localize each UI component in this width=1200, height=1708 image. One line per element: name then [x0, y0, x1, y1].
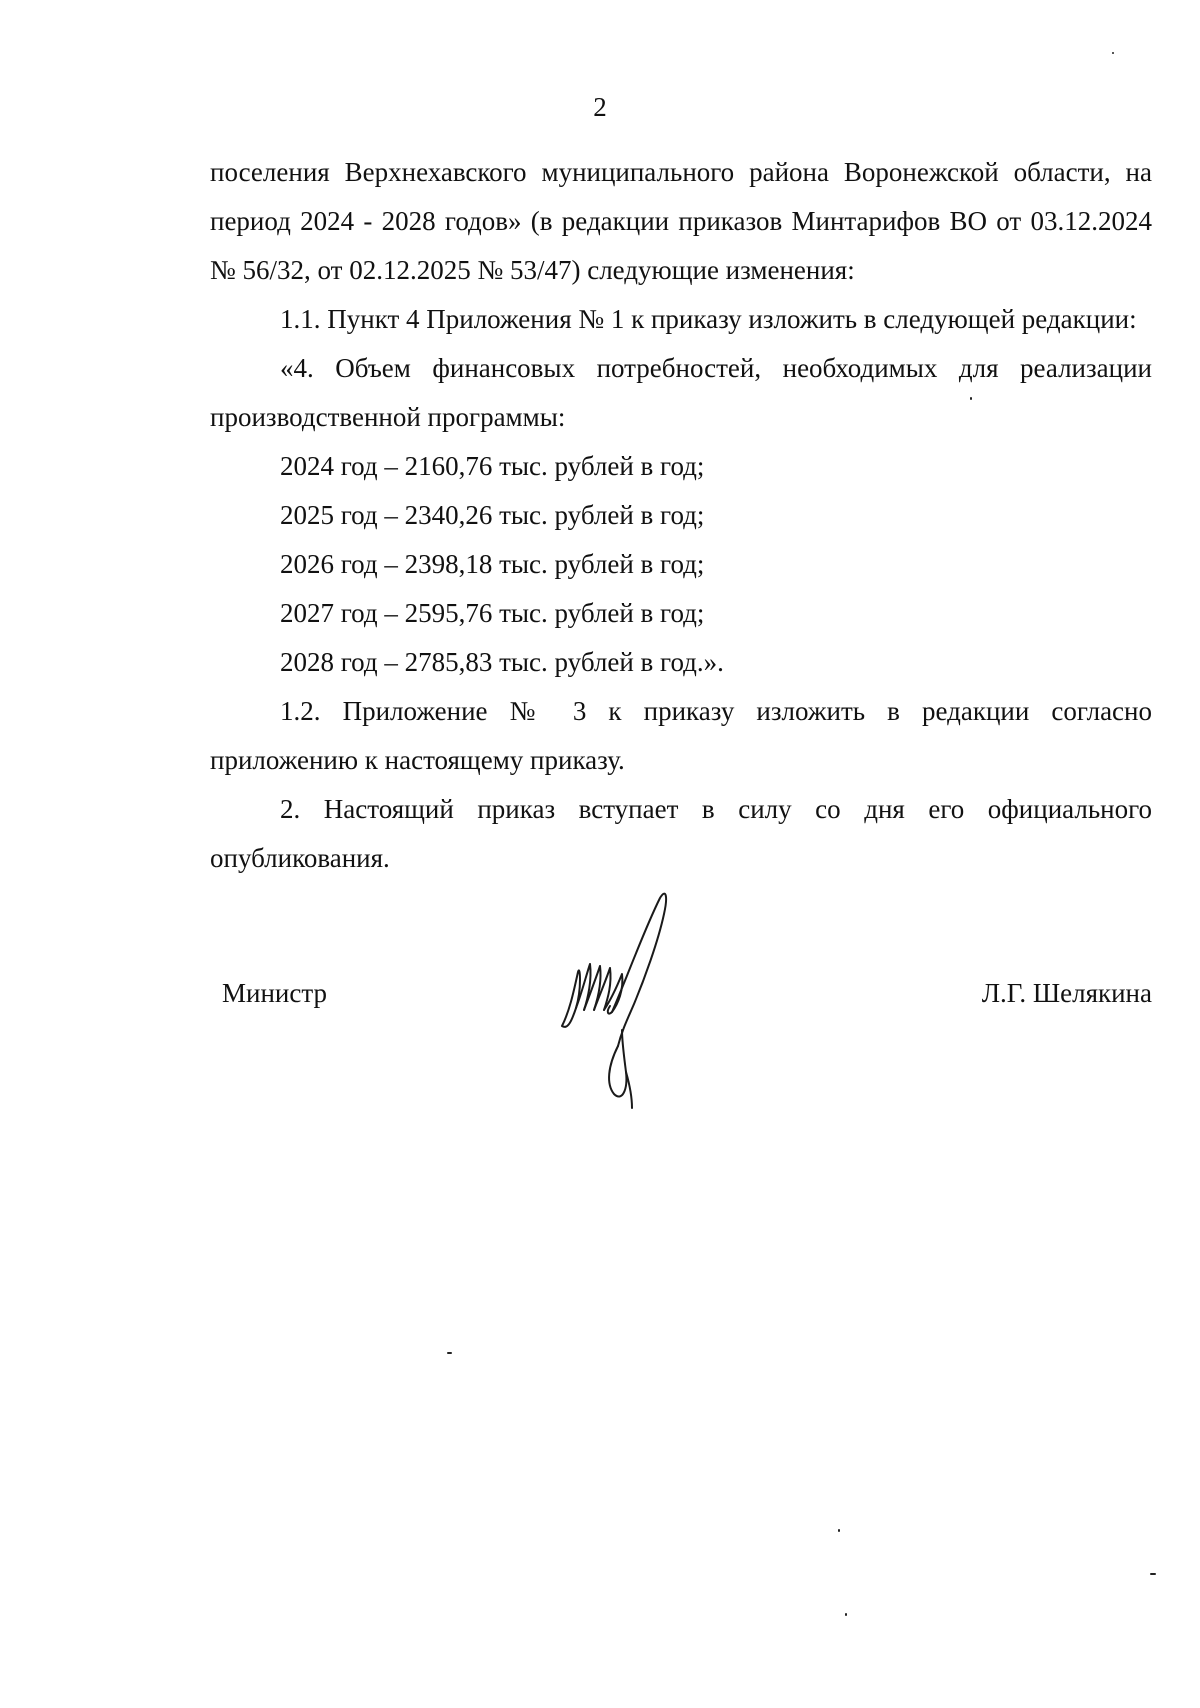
signatory-name: Л.Г. Шелякина: [981, 978, 1152, 1008]
paragraph-point-1-1: 1.1. Пункт 4 Приложения № 1 к приказу изложить в следующей редакции:: [280, 304, 1137, 334]
scan-speck: [1112, 52, 1114, 54]
document-body: [210, 148, 1152, 883]
signatory-title: Министр: [222, 978, 327, 1008]
year-line-2027: 2027 год – 2595,76 тыс. рублей в год;: [280, 598, 705, 628]
scan-speck: [447, 1352, 452, 1354]
paragraph-intro: поселения Верхнехавского муниципального района Воронежской области, на период 2024 - 2028 годов» (в редакции приказов Минтарифов ВО от 03.12.2024 № 56/32, от 02.12.2025 № 53/47) следующие изменения:: [210, 157, 1152, 285]
scan-speck: [970, 397, 972, 400]
year-line-2026: 2026 год – 2398,18 тыс. рублей в год;: [280, 549, 705, 579]
paragraph-point-2: 2. Настоящий приказ вступает в силу со дня его официального опубликования.: [210, 794, 1152, 873]
page-number: 2: [593, 92, 607, 122]
scan-speck: [1150, 1573, 1156, 1575]
scan-speck: [838, 1529, 840, 1532]
paragraph-point-1-2: 1.2. Приложение № 3 к приказу изложить в редакции согласно приложению к настоящему приказу.: [210, 696, 1152, 775]
year-line-2028: 2028 год – 2785,83 тыс. рублей в год.».: [280, 647, 724, 677]
paragraph-point-4-quote: «4. Объем финансовых потребностей, необходимых для реализации производственной программы:: [210, 353, 1152, 432]
year-line-2025: 2025 год – 2340,26 тыс. рублей в год;: [280, 500, 705, 530]
handwritten-signature-icon: [548, 880, 708, 1120]
year-line-2024: 2024 год – 2160,76 тыс. рублей в год;: [280, 451, 705, 481]
scan-speck: [845, 1613, 847, 1616]
